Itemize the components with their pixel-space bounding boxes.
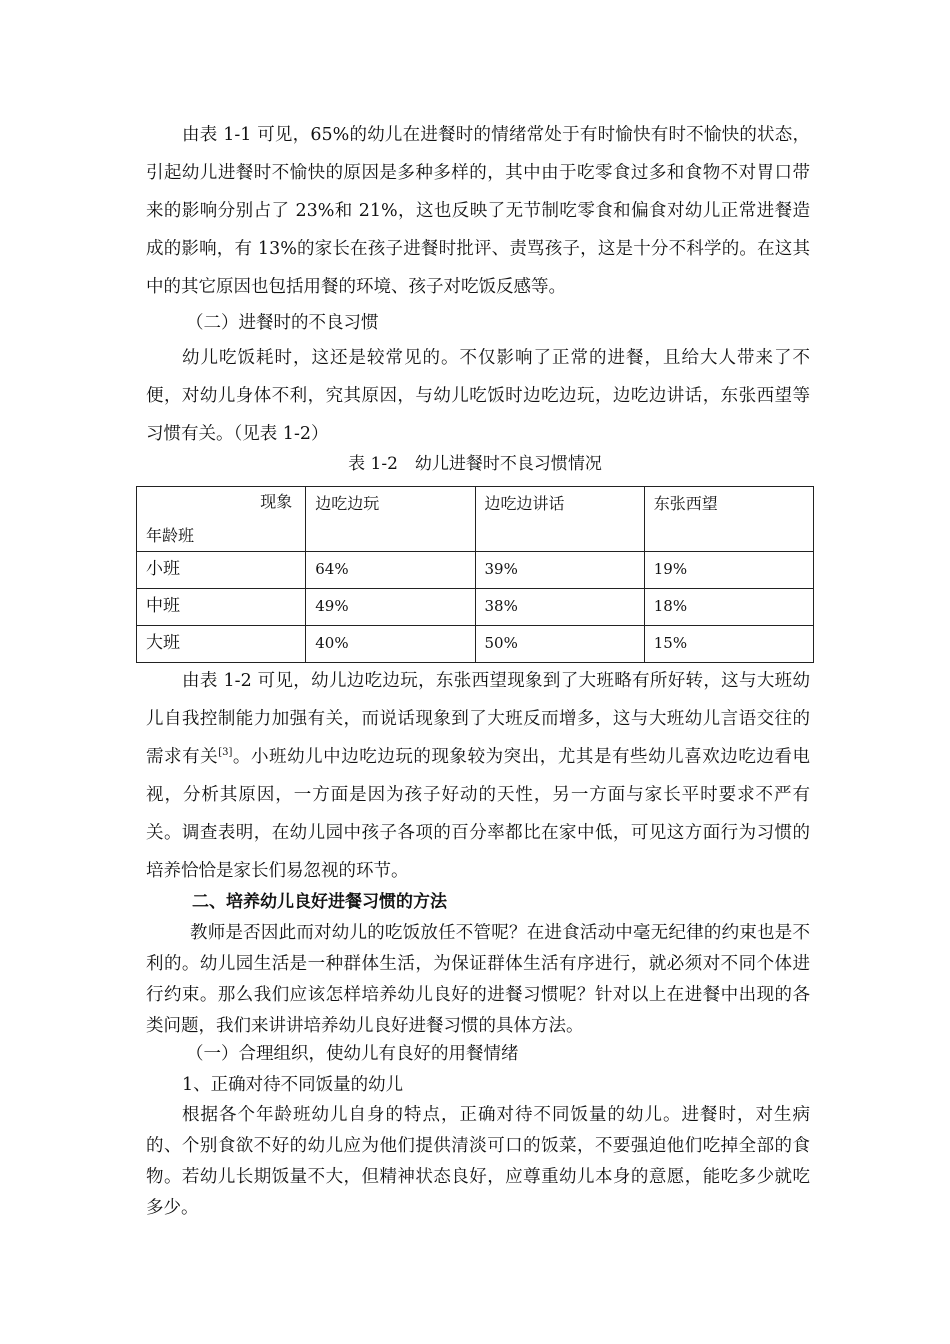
table-caption: 表 1-2 幼儿进餐时不良习惯情况 bbox=[348, 454, 602, 474]
subheading-bad-habits: （二）进餐时的不良习惯 bbox=[186, 313, 379, 333]
table-header-row bbox=[137, 487, 814, 552]
table-row bbox=[137, 626, 814, 663]
corner-label-age-class: 年龄班 bbox=[146, 526, 195, 545]
table-cell: 49% bbox=[306, 589, 475, 626]
paragraph-table2-analysis bbox=[146, 662, 810, 890]
subheading-item-1: 1、正确对待不同饭量的幼儿 bbox=[182, 1075, 404, 1095]
paragraph-slow-eating: 幼儿吃饭耗时，这还是较常见的。不仅影响了正常的进餐，且给大人带来了不便，对幼儿身体不利，究其原因，与幼儿吃饭时边吃边玩，边吃边讲话，东张西望等习惯有关。（见表 1-2） bbox=[146, 348, 810, 444]
paragraph-text: 。小班幼儿中边吃边玩的现象较为突出，尤其是有些幼儿喜欢边吃边看电视，分析其原因，一方面是因为孩子好动的天性，另一方面与家长平时要求不严有关。调查表明，在幼儿园中孩子各项的百分率都比在家中低，可见这方面行为习惯的培养恰恰是家长们易忽视的环节。 bbox=[146, 747, 810, 881]
table-cell: 39% bbox=[475, 552, 644, 589]
paragraph-table1-analysis: 由表 1-1 可见，65%的幼儿在进餐时的情绪常处于有时愉快有时不愉快的状态，引起幼儿进餐时不愉快的原因是多种多样的，其中由于吃零食过多和食物不对胃口带来的影响分别占了 23%和 21%，这也反映了无节制吃零食和偏食对幼儿正常进餐造成的影响，有 13%的家长在孩子进餐时批评、责骂孩子，这是十分不科学的。在这其中的其它原因也包括用餐的环境、孩子对吃饭反感等。 bbox=[146, 125, 810, 297]
column-header: 边吃边讲话 bbox=[475, 487, 644, 552]
paragraph-text: 由表 1-2 可见，幼儿边吃边玩，东张西望现象到了大班略有所好转，这与大班幼儿自我控制能力加强有关，而说话现象到了大班反而增多，这与大班幼儿言语交往的需求有关 bbox=[146, 671, 810, 767]
row-label: 中班 bbox=[137, 589, 306, 626]
column-header: 东张西望 bbox=[644, 487, 813, 552]
column-header: 边吃边玩 bbox=[306, 487, 475, 552]
citation-ref: [3] bbox=[218, 747, 233, 759]
table-cell: 40% bbox=[306, 626, 475, 663]
table-row bbox=[137, 589, 814, 626]
table-cell: 18% bbox=[644, 589, 813, 626]
table-cell: 50% bbox=[475, 626, 644, 663]
paragraph-discipline: 教师是否因此而对幼儿的吃饭放任不管呢？在进食活动中毫无纪律的约束也是不利的。幼儿园生活是一种群体生活，为保证群体生活有序进行，就必须对不同个体进行约束。那么我们应该怎样培养幼儿良好的进餐习惯呢？针对以上在进餐中出现的各类问题，我们来讲讲培养幼儿良好进餐习惯的具体方法。 bbox=[146, 923, 810, 1036]
corner-label-phenomenon: 现象 bbox=[260, 492, 293, 511]
table-cell: 19% bbox=[644, 552, 813, 589]
table-cell: 64% bbox=[306, 552, 475, 589]
section-heading-methods: 二、培养幼儿良好进餐习惯的方法 bbox=[192, 892, 447, 912]
bad-habits-table bbox=[136, 486, 814, 663]
paragraph-portion-size: 根据各个年龄班幼儿自身的特点，正确对待不同饭量的幼儿。进餐时，对生病的、个别食欲不好的幼儿应为他们提供清淡可口的饭菜，不要强迫他们吃掉全部的食物。若幼儿长期饭量不大，但精神状态良好，应尊重幼儿本身的意愿，能吃多少就吃多少。 bbox=[146, 1105, 810, 1218]
table-cell: 15% bbox=[644, 626, 813, 663]
table-row bbox=[137, 552, 814, 589]
row-label: 大班 bbox=[137, 626, 306, 663]
table-cell: 38% bbox=[475, 589, 644, 626]
row-label: 小班 bbox=[137, 552, 306, 589]
table-corner-cell bbox=[137, 487, 306, 552]
subheading-organization: （一）合理组织，使幼儿有良好的用餐情绪 bbox=[186, 1044, 519, 1064]
